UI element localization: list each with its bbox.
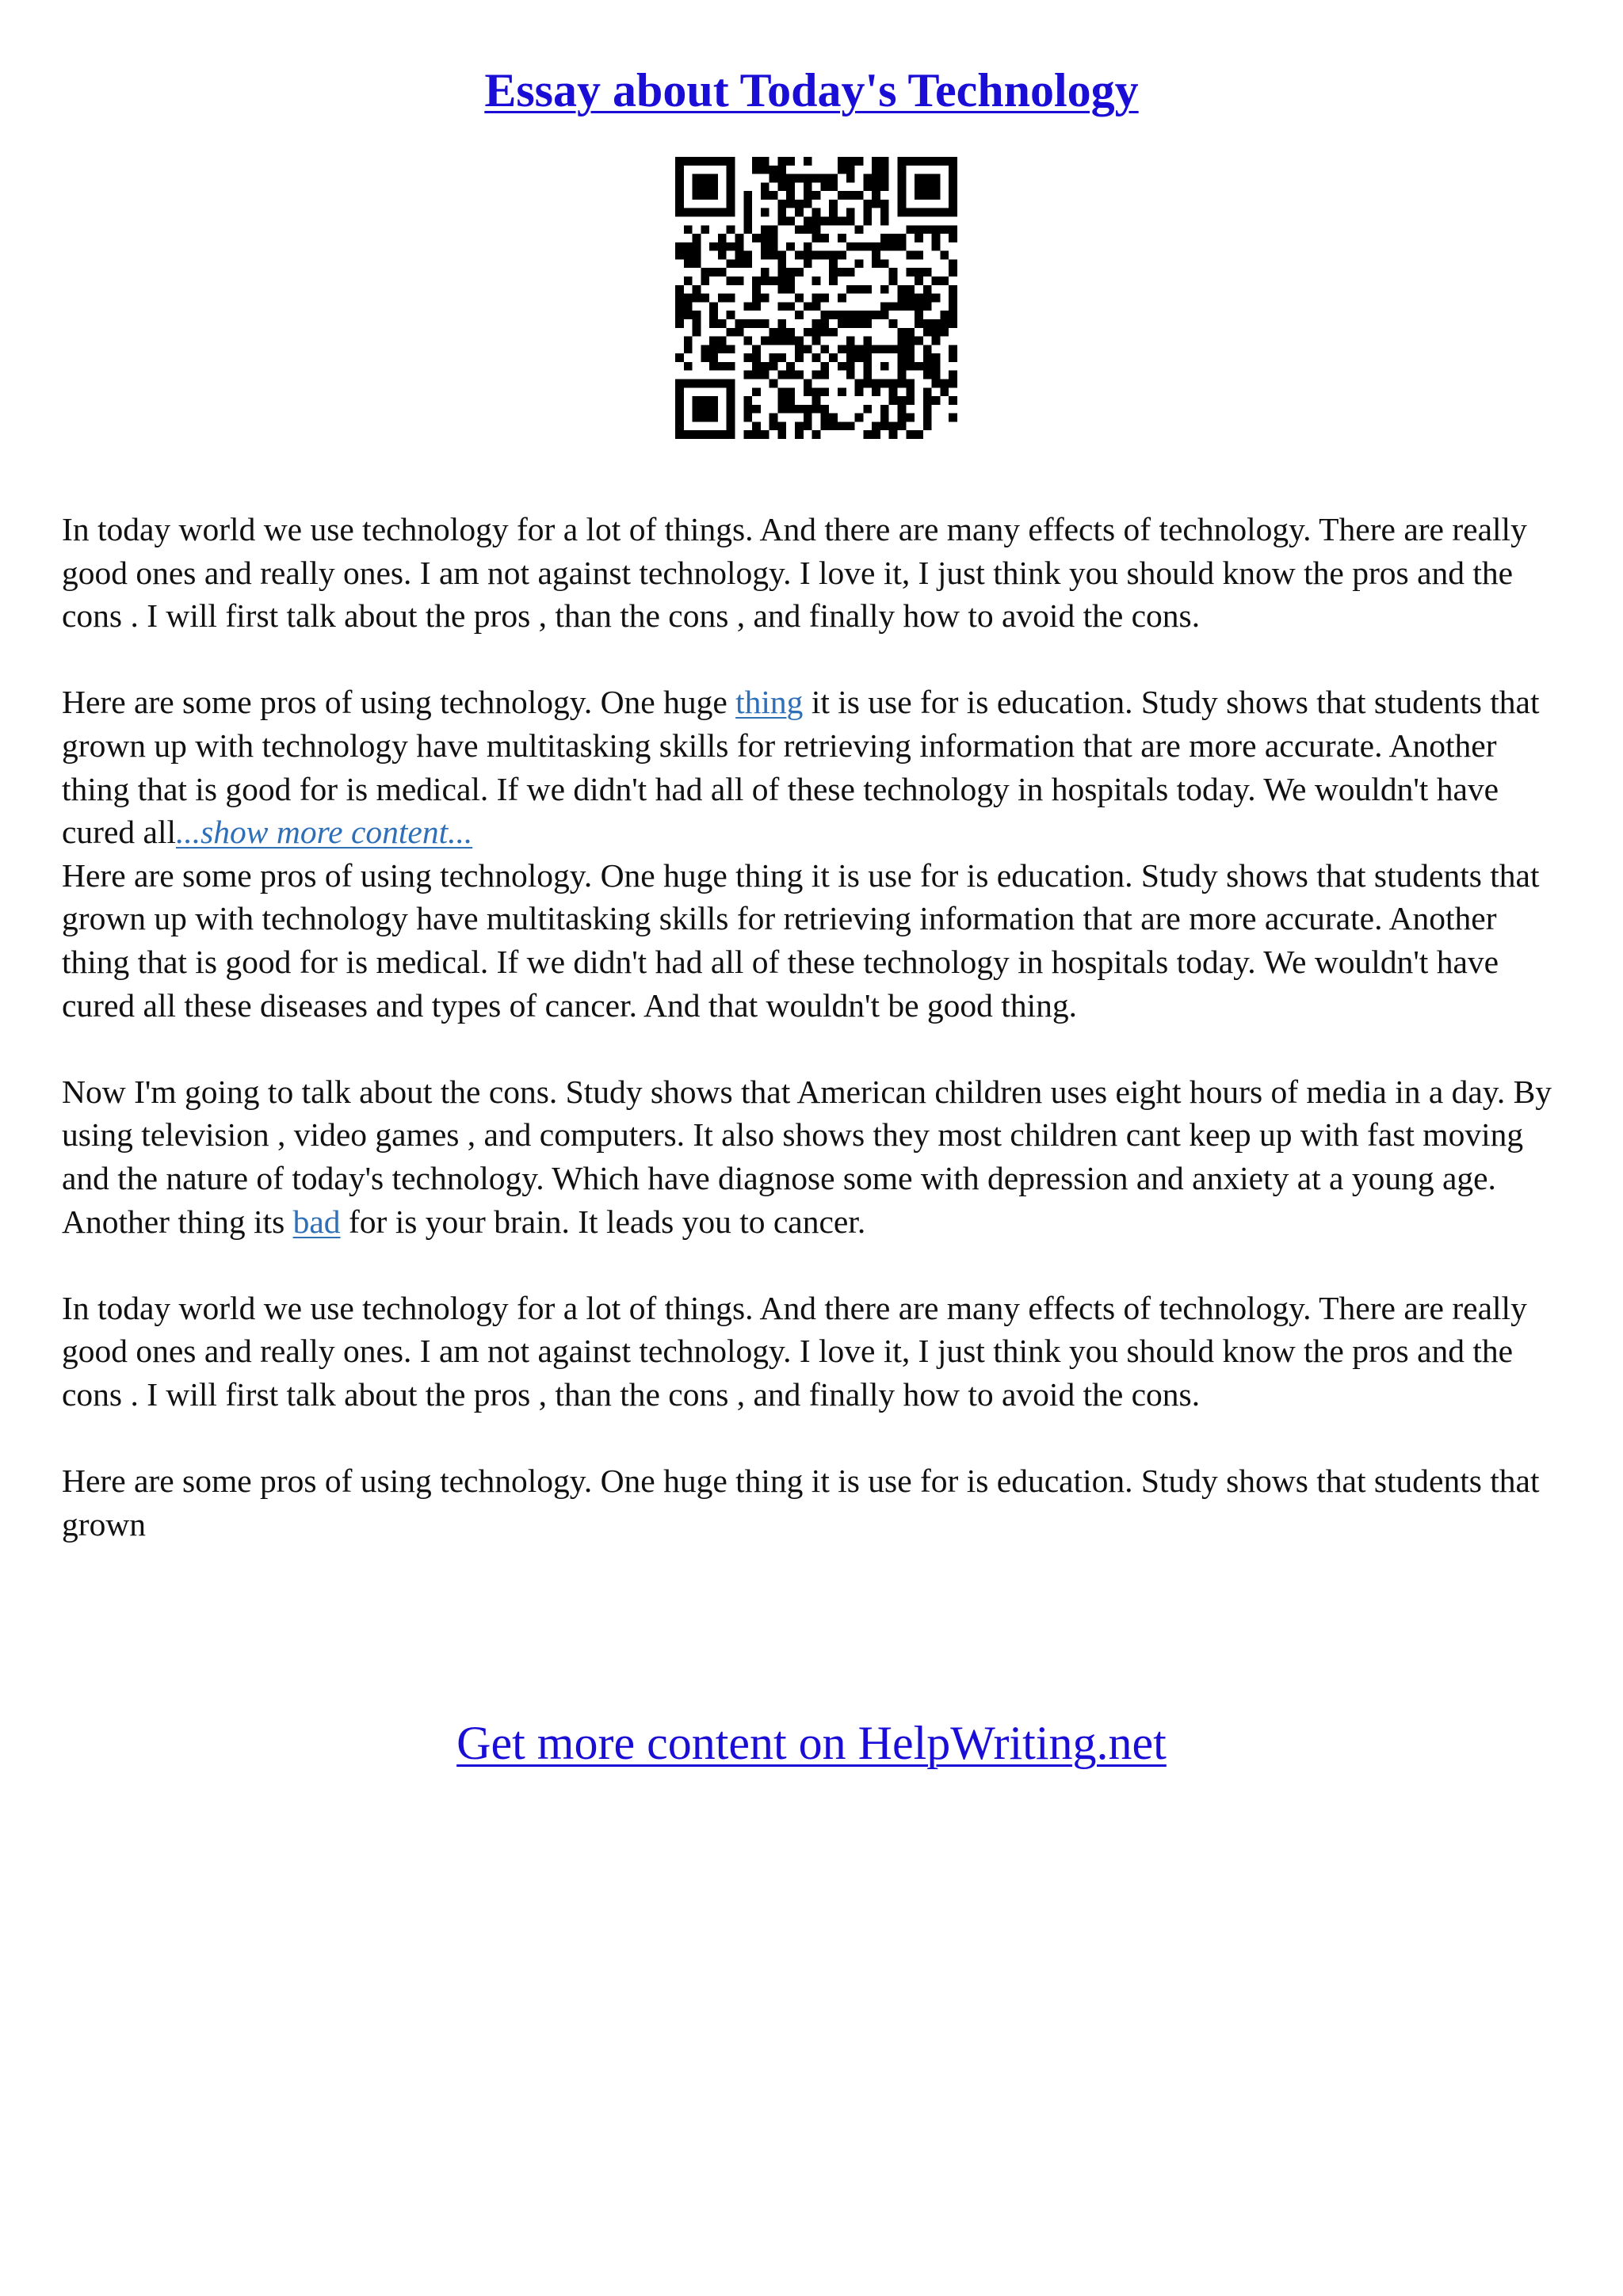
paragraph-pros-truncated: Here are some pros of using technology. One huge thing it is use for is education. Study shows that students that grown	[62, 1463, 1540, 1543]
paragraph-text: for is your brain. It leads you to cancer.	[340, 1203, 866, 1240]
thing-link[interactable]: thing	[735, 684, 804, 721]
paragraph-cons	[62, 1070, 1568, 1243]
paragraph-text: Now I'm going to talk about the cons. Study shows that American children uses eight hours of media in a day. By using television , video games , and computers. It also shows they most children cant keep up with fast moving and the nature of today's technology. Which have diagnose some with depression and anxiety at a young age. Another thing its	[62, 1073, 1552, 1240]
page-title	[0, 59, 1623, 122]
title-link[interactable]: Essay about Today's Technology	[484, 64, 1139, 116]
essay-body	[62, 508, 1568, 1546]
paragraph-text: it is use for is education. Study shows that students that grown up with technology have multitasking skills for retrieving information that are more accurate. Another thing that is good for is medical. If we didn't had all of these technology in hospitals today. We wouldn't have cured all	[62, 684, 1540, 851]
get-more-content-link[interactable]: Get more content on HelpWriting.net	[456, 1717, 1167, 1769]
qr-code-icon	[675, 157, 957, 439]
paragraph-intro: In today world we use technology for a lot of things. And there are many effects of technology. There are really good ones and really ones. I am not against technology. I love it, I just think you should know the pros and the cons . I will first talk about the pros , than the cons , and finally how to avoid the cons.	[62, 511, 1527, 635]
paragraph-pros: Here are some pros of using technology. One huge thing it is use for is education. Study shows that students that grown up with technology have multitasking skills for retrieving information that are more accurate. Another thing that is good for is medical. If we didn't had all of these technology in hospitals today. We wouldn't have cured all these diseases and types of cancer. And that wouldn't be good thing.	[62, 856, 1540, 1024]
bad-link[interactable]: bad	[292, 1203, 341, 1240]
paragraph-intro-repeat: In today world we use technology for a lot of things. And there are many effects of technology. There are really good ones and really ones. I am not against technology. I love it, I just think you should know the pros and the cons . I will first talk about the pros , than the cons , and finally how to avoid the cons.	[62, 1289, 1527, 1413]
more-content-banner	[0, 1711, 1623, 1775]
paragraph-text: Here are some pros of using technology. One huge	[62, 684, 736, 721]
paragraph-pros-preview	[62, 681, 1568, 853]
show-more-link[interactable]: ...show more content...	[176, 814, 473, 851]
